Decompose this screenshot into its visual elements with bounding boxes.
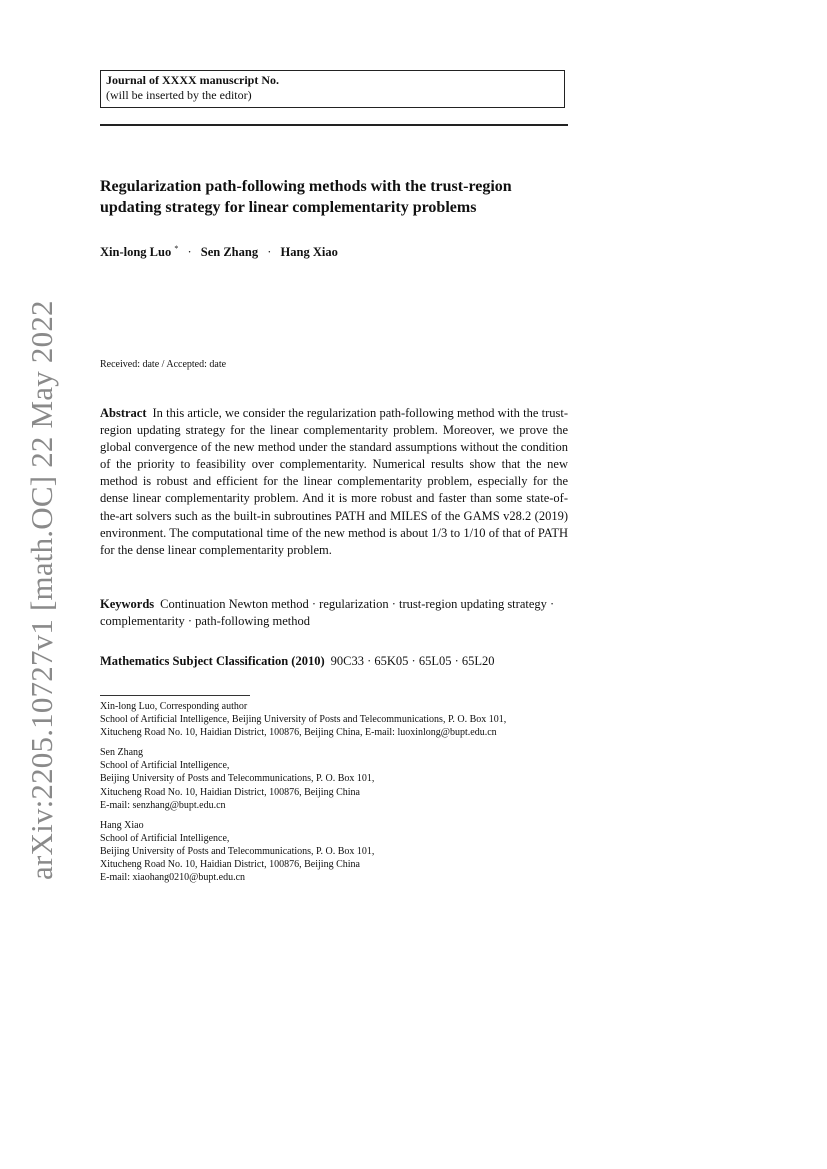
corresponding-mark: * [174, 244, 179, 253]
affiliation-line: School of Artificial Intelligence, [100, 760, 230, 772]
affiliation-line: Beijing University of Posts and Telecommunications, P. O. Box 101, [100, 773, 375, 785]
affiliation-line: Xin-long Luo, Corresponding author [100, 701, 248, 712]
keywords-text: Continuation Newton method · regularization · trust-region updating strategy · complementarity · path-following method [100, 597, 555, 628]
affiliation-line: School of Artificial Intelligence, Beijing University of Posts and Telecommunications, P. O. Box 101, [100, 714, 507, 726]
author-list [100, 244, 338, 260]
affiliation-line: E-mail: senzhang@bupt.edu.cn [100, 799, 226, 811]
affiliation-line: Hang Xiao [100, 819, 144, 831]
header-rule [100, 124, 568, 126]
journal-name: Journal of XXXX manuscript No. [106, 73, 280, 87]
affiliation-block [100, 700, 570, 739]
affiliation-line: Beijing University of Posts and Telecommunications, P. O. Box 101, [100, 845, 375, 857]
abstract [100, 405, 568, 559]
affiliation-line: Sen Zhang [100, 747, 144, 759]
received-date: Received: date / Accepted: date [100, 359, 227, 370]
msc-codes: 90C33 · 65K05 · 65L05 · 65L20 [330, 654, 495, 668]
affiliation-line: School of Artificial Intelligence, [100, 832, 230, 844]
keywords-heading: Keywords [100, 597, 155, 611]
paper-title: Regularization path-following methods with the trust-region updating strategy for linear complementarity problems [100, 178, 512, 216]
author-name: Hang Xiao [280, 245, 338, 260]
arxiv-identifier: arXiv:2205.10727v1 [math.OC] 22 May 2022 [24, 300, 59, 880]
editor-note: (will be inserted by the editor) [106, 88, 252, 102]
msc-heading: Mathematics Subject Classification (2010) [100, 654, 325, 668]
keywords [100, 596, 568, 630]
affiliation-line: Xitucheng Road No. 10, Haidian District, 100876, Beijing China [100, 786, 360, 798]
author-separator: · [267, 245, 272, 260]
abstract-heading: Abstract [100, 406, 147, 420]
affiliation-line: E-mail: xiaohang0210@bupt.edu.cn [100, 872, 246, 884]
author-name: Sen Zhang [200, 245, 259, 260]
author-affiliations [100, 700, 570, 891]
footnote-rule [100, 695, 250, 696]
author-name: Xin-long Luo [100, 245, 172, 260]
affiliation-block [100, 819, 570, 884]
affiliation-line: Xitucheng Road No. 10, Haidian District, 100876, Beijing China [100, 859, 360, 871]
abstract-text: In this article, we consider the regularization path-following method with the trust-region updating strategy for the linear complementarity problem. Moreover, we prove the global convergence of the new method under the standard assumptions without the condition of the priority to feasibility over complementarity. Numerical results show that the new method is robust and efficient for the linear complementarity problem, especially for the dense linear complementarity problem. And it is more robust and faster than some state-of-the-art solvers such as the built-in subroutines PATH and MILES of the GAMS v28.2 (2019) environment. The computational time of the new method is about 1/3 to 1/10 of that of PATH for the dense linear complementarity problem. [100, 406, 568, 557]
affiliation-line: Xitucheng Road No. 10, Haidian District, 100876, Beijing China, E-mail: luoxinlong@bupt.edu.cn [100, 727, 497, 739]
msc-classification [100, 654, 568, 669]
affiliation-block [100, 746, 570, 811]
author-separator: · [187, 245, 192, 260]
journal-header-box [100, 70, 565, 108]
